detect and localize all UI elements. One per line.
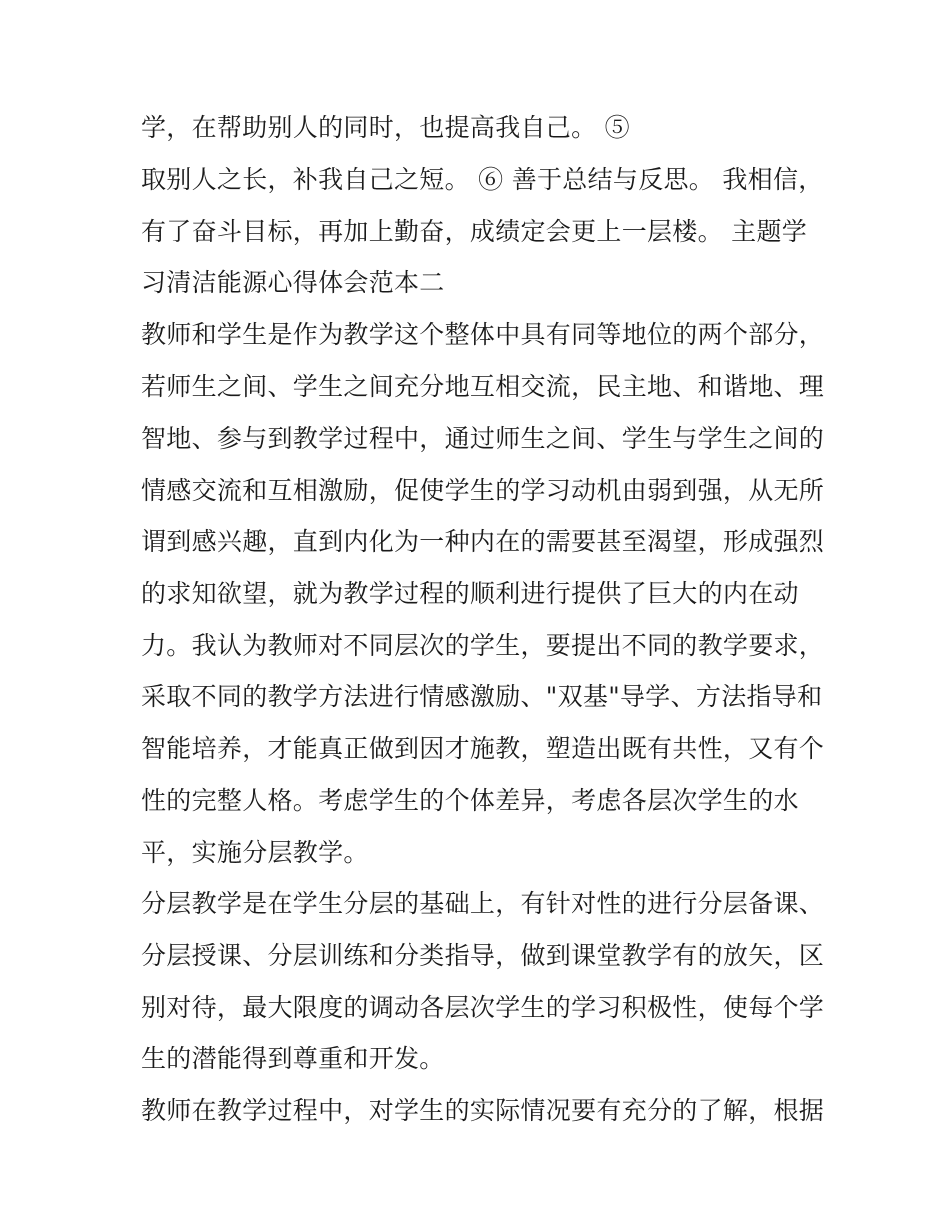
text-line: 取别人之长，补我自己之短。 ⑥ 善于总结与反思。 我相信， xyxy=(141,165,824,194)
text-line: 智地、参与到教学过程中，通过师生之间、学生与学生之间的 xyxy=(141,424,825,453)
text-line: 性的完整人格。考虑学生的个体差异，考虑各层次学生的水 xyxy=(141,786,799,815)
text-line: 情感交流和互相激励，促使学生的学习动机由弱到强，从无所 xyxy=(141,476,825,505)
text-line: 若师生之间、学生之间充分地互相交流，民主地、和谐地、理 xyxy=(141,372,825,401)
text-line: 学，在帮助别人的同时，也提高我自己。 ⑤ xyxy=(141,113,630,142)
text-line: 平，实施分层教学。 xyxy=(141,838,369,867)
text-line: 教师和学生是作为教学这个整体中具有同等地位的两个部分， xyxy=(141,320,825,349)
text-line: 生的潜能得到尊重和开发。 xyxy=(141,1044,445,1073)
text-line: 力。我认为教师对不同层次的学生，要提出不同的教学要求， xyxy=(141,631,825,660)
text-line: 智能培养，才能真正做到因才施教，塑造出既有共性，又有个 xyxy=(141,734,825,763)
text-line: 有了奋斗目标，再加上勤奋，成绩定会更上一层楼。 主题学 xyxy=(141,217,808,246)
text-line: 谓到感兴趣，直到内化为一种内在的需要甚至渴望，形成强烈 xyxy=(141,527,825,556)
text-line: 别对待，最大限度的调动各层次学生的学习积极性，使每个学 xyxy=(141,993,825,1022)
text-line: 的求知欲望，就为教学过程的顺利进行提供了巨大的内在动 xyxy=(141,579,799,608)
text-line: 教师在教学过程中，对学生的实际情况要有充分的了解，根据 xyxy=(141,1096,825,1125)
text-line: 习清洁能源心得体会范本二 xyxy=(141,268,445,297)
text-line: 分层授课、分层训练和分类指导，做到课堂教学有的放矢，区 xyxy=(141,941,825,970)
text-line: 采取不同的教学方法进行情感激励、"双基"导学、方法指导和 xyxy=(141,682,823,711)
text-line: 分层教学是在学生分层的基础上，有针对性的进行分层备课、 xyxy=(141,889,825,918)
